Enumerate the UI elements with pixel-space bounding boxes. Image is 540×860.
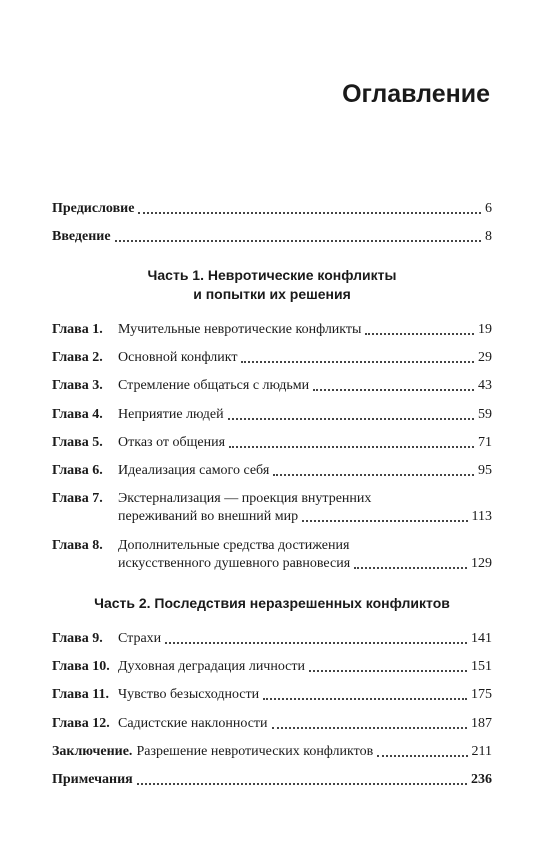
toc-entry-chapter-7	[52, 490, 492, 526]
chapter-number: Глава 10.	[52, 659, 110, 674]
dot-leader	[365, 333, 474, 335]
entry-label: Примечания	[52, 772, 133, 787]
page-number: 71	[478, 435, 492, 450]
page-number: 29	[478, 350, 492, 365]
chapter-title: Мучительные невротические конфликты	[118, 322, 362, 337]
chapter-title-last-line	[118, 508, 492, 526]
dot-leader	[137, 783, 467, 785]
page-number: 43	[478, 378, 492, 393]
chapter-number: Глава 2.	[52, 350, 103, 365]
toc-entry-chapter-6	[52, 462, 492, 480]
dot-leader	[377, 755, 467, 757]
dot-leader	[228, 418, 474, 420]
dot-leader	[229, 446, 474, 448]
page-number: 211	[471, 744, 492, 759]
toc-entry-chapter-3	[52, 377, 492, 395]
part-1-heading-line-2: и попытки их решения	[193, 286, 351, 302]
toc-entry-chapter-12	[52, 715, 492, 733]
chapter-title-block	[118, 537, 492, 573]
chapter-title: Чувство безысходности	[118, 687, 260, 702]
chapter-title-block	[118, 490, 492, 526]
toc-entry-preface	[52, 200, 492, 218]
chapter-number: Глава 9.	[52, 631, 103, 646]
page-title: Оглавление	[342, 80, 490, 108]
page-number: 59	[478, 407, 492, 422]
chapter-number: Глава 7.	[52, 491, 103, 506]
chapter-number: Глава 3.	[52, 378, 103, 393]
dot-leader	[354, 567, 467, 569]
part-2-heading-line-1: Часть 2. Последствия неразрешенных конфликтов	[94, 595, 450, 611]
chapter-title: Неприятие людей	[118, 407, 224, 422]
page-number: 113	[471, 509, 492, 524]
chapter-number: Глава 1.	[52, 322, 103, 337]
toc-entry-chapter-8	[52, 537, 492, 573]
chapter-title: Духовная деградация личности	[118, 659, 306, 674]
part-1-heading-line-1: Часть 1. Невротические конфликты	[147, 267, 397, 283]
chapter-title-last-line	[118, 555, 492, 573]
chapter-title-line-2: переживаний во внешний мир	[118, 509, 299, 524]
page-number: 187	[471, 716, 492, 731]
chapter-number: Глава 6.	[52, 463, 103, 478]
chapter-title: Страхи	[118, 631, 162, 646]
chapter-number: Глава 12.	[52, 716, 110, 731]
chapter-title: Основной конфликт	[118, 350, 238, 365]
dot-leader	[273, 474, 474, 476]
dot-leader	[272, 727, 467, 729]
part-2-heading	[52, 594, 492, 613]
toc-entry-chapter-4	[52, 406, 492, 424]
chapter-title: Идеализация самого себя	[118, 463, 270, 478]
toc-entry-chapter-5	[52, 434, 492, 452]
toc-entry-chapter-1	[52, 321, 492, 339]
toc-entry-chapter-9	[52, 630, 492, 648]
page-number: 175	[471, 687, 492, 702]
page-number: 95	[478, 463, 492, 478]
page-number: 8	[485, 229, 492, 244]
toc-entry-chapter-2	[52, 349, 492, 367]
chapter-title-line-1: Экстернализация — проекция внутренних	[118, 491, 372, 506]
dot-leader	[313, 389, 474, 391]
chapter-title-line-1: Дополнительные средства достижения	[118, 538, 350, 553]
entry-label: Предисловие	[52, 201, 135, 216]
page-number: 236	[471, 772, 492, 787]
dot-leader	[309, 670, 467, 672]
dot-leader	[115, 240, 481, 242]
chapter-title: Отказ от общения	[118, 435, 226, 450]
chapter-number: Глава 11.	[52, 687, 109, 702]
page-number: 141	[471, 631, 492, 646]
chapter-number: Глава 5.	[52, 435, 103, 450]
dot-leader	[302, 520, 467, 522]
chapter-number: Глава 4.	[52, 407, 103, 422]
page-number: 151	[471, 659, 492, 674]
dot-leader	[138, 212, 481, 214]
toc-entry-conclusion	[52, 743, 492, 761]
chapter-number: Глава 8.	[52, 538, 103, 553]
toc-entry-chapter-10	[52, 658, 492, 676]
toc-entry-introduction	[52, 228, 492, 246]
chapter-title: Садистские наклонности	[118, 716, 268, 731]
page-number: 6	[485, 201, 492, 216]
toc-entry-notes	[52, 771, 492, 789]
page-number: 129	[471, 556, 492, 571]
dot-leader	[165, 642, 467, 644]
chapter-title-line-2: искусственного душевного равновесия	[118, 556, 351, 571]
entry-label: Введение	[52, 229, 111, 244]
entry-label: Заключение.	[52, 744, 133, 759]
dot-leader	[263, 698, 467, 700]
page-number: 19	[478, 322, 492, 337]
chapter-title: Стремление общаться с людьми	[118, 378, 310, 393]
toc-entry-chapter-11	[52, 686, 492, 704]
entry-title: Разрешение невротических конфликтов	[136, 744, 374, 759]
dot-leader	[241, 361, 474, 363]
part-1-heading	[52, 266, 492, 304]
